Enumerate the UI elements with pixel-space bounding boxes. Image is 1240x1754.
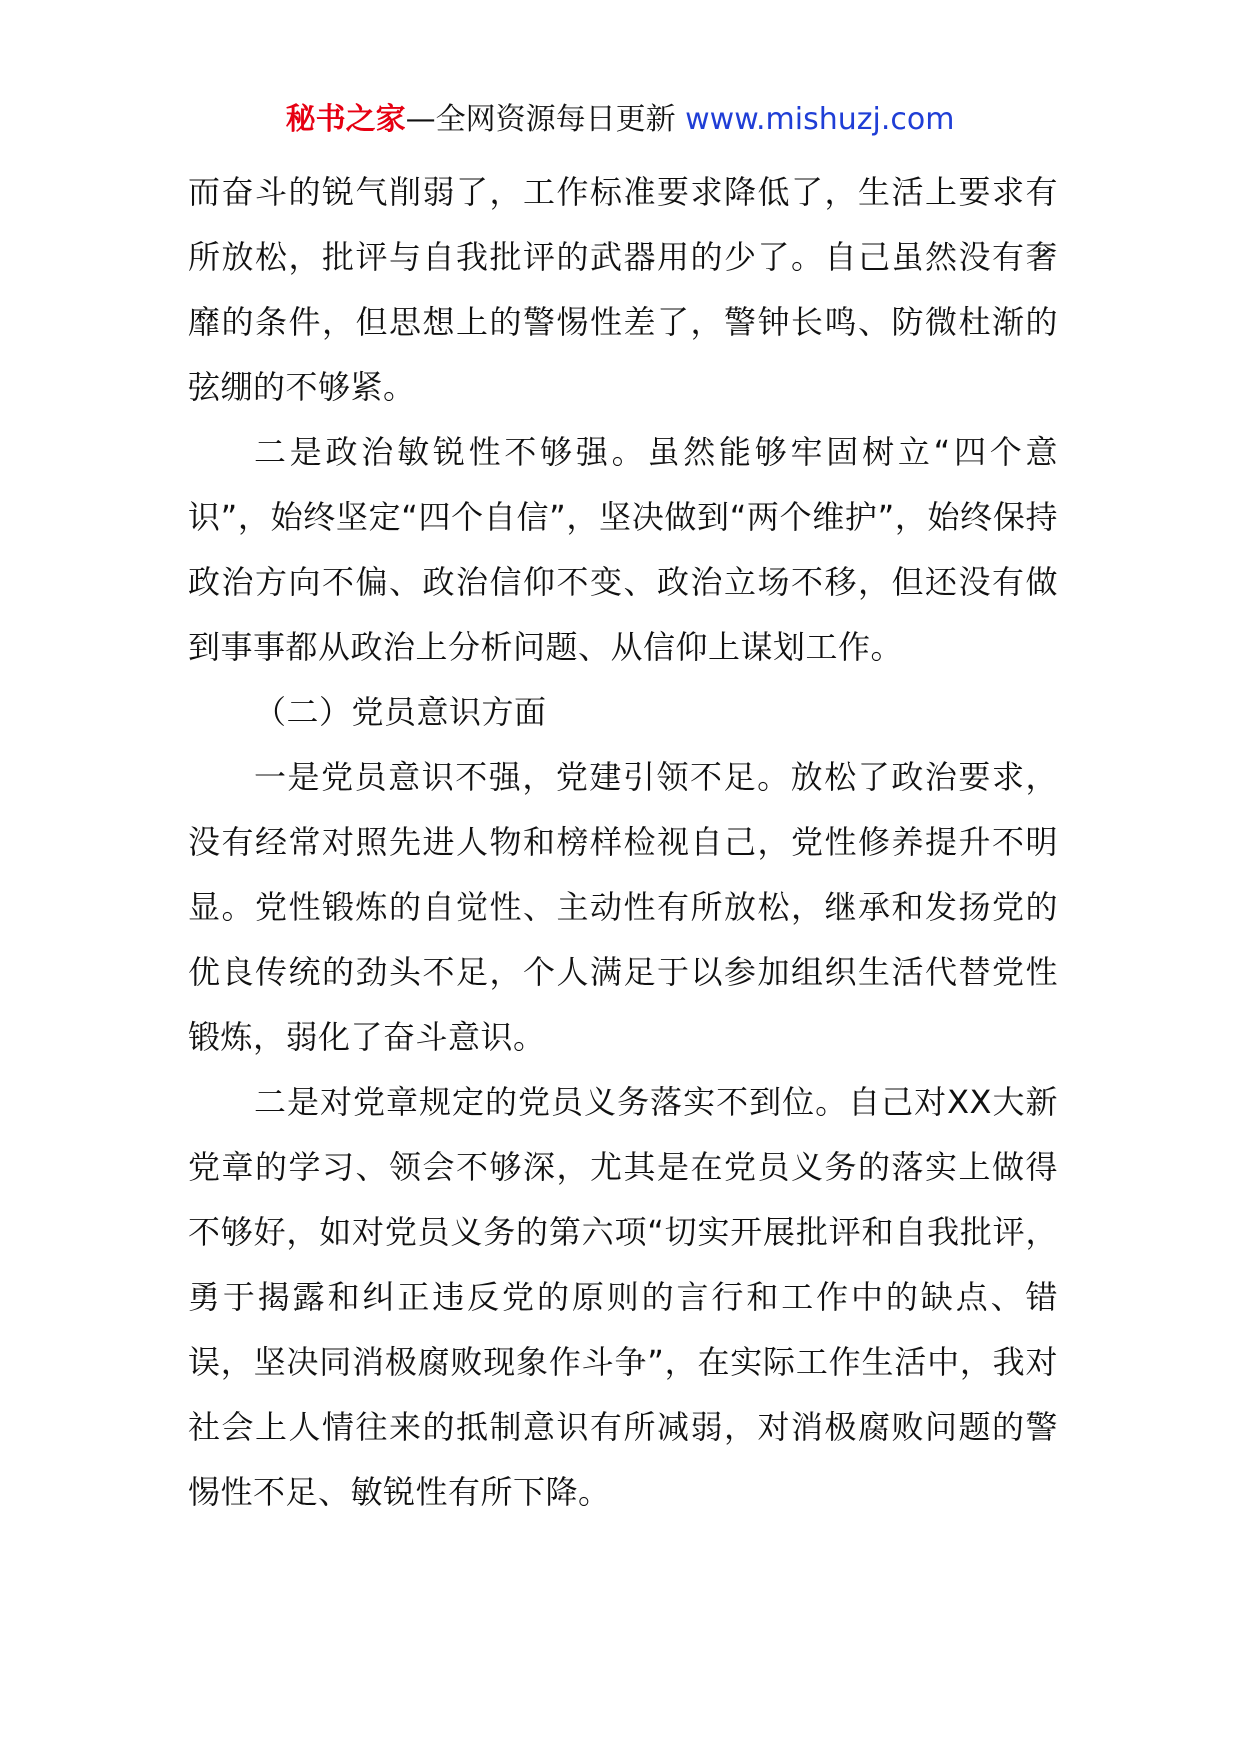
header-tagline: —全网资源每日更新 [405, 102, 686, 137]
paragraph-continuation: 而奋斗的锐气削弱了，工作标准要求降低了，生活上要求有所放松，批评与自我批评的武器用的少了。自己虽然没有奢靡的条件，但思想上的警惕性差了，警钟长鸣、防微杜渐的弦绷的不够紧。 [188, 173, 1058, 406]
paragraph-party-awareness: 一是党员意识不强，党建引领不足。放松了政治要求，没有经常对照先进人物和榜样检视自己，党性修养提升不明显。党性锻炼的自觉性、主动性有所放松，继承和发扬党的优良传统的劲头不足，个人满足于以参加组织生活代替党性锻炼，弱化了奋斗意识。 [188, 758, 1058, 1056]
page-header [0, 100, 1240, 140]
website-link[interactable]: www.mishuzj.com [685, 102, 955, 137]
paragraph-political-sensitivity: 二是政治敏锐性不够强。虽然能够牢固树立“四个意识”，始终坚定“四个自信”，坚决做到“两个维护”，始终保持政治方向不偏、政治信仰不变、政治立场不移，但还没有做到事事都从政治上分析问题、从信仰上谋划工作。 [188, 433, 1058, 666]
section-heading-party-awareness: （二）党员意识方面 [254, 693, 547, 731]
brand-name: 秘书之家 [285, 102, 406, 137]
document-body [188, 160, 1058, 1525]
paragraph-member-obligations: 二是对党章规定的党员义务落实不到位。自己对XX大新党章的学习、领会不够深，尤其是在党员义务的落实上做得不够好，如对党员义务的第六项“切实开展批评和自我批评，勇于揭露和纠正违反党的原则的言行和工作中的缺点、错误，坚决同消极腐败现象作斗争”，在实际工作生活中，我对社会上人情往来的抵制意识有所减弱，对消极腐败问题的警惕性不足、敏锐性有所下降。 [188, 1083, 1058, 1511]
